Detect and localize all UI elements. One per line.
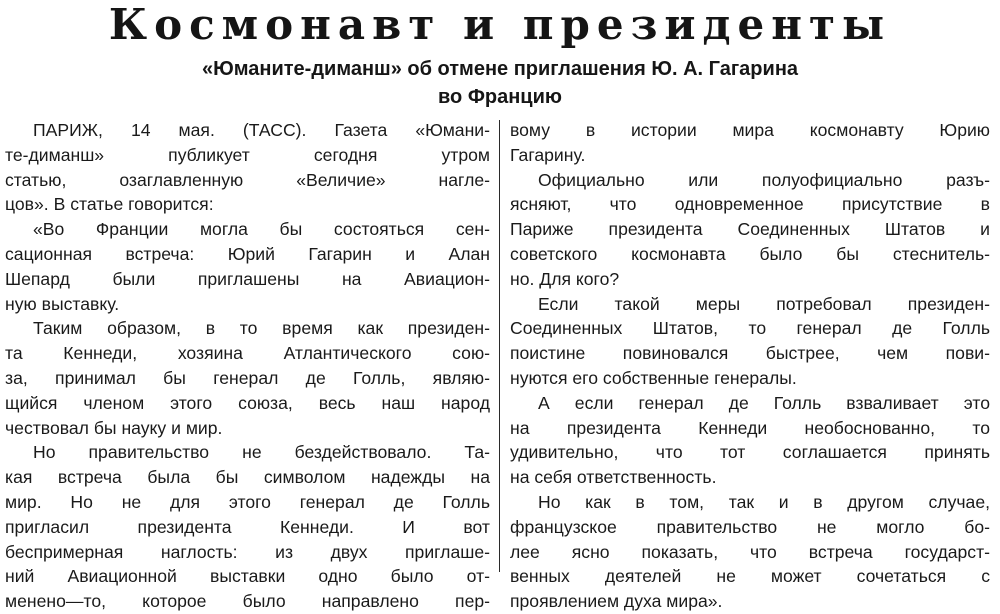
subheadline-line-1: «Юманите-диманш» об отмене приглашения Ю. А. Гагарина	[201, 58, 799, 80]
text-line: Но как в том, так и в другом случае,	[538, 491, 990, 512]
text-line: щийся членом этого союза, весь наш народ	[5, 392, 490, 413]
text-line: статью, озаглавленную «Величие» нагле-	[5, 169, 490, 190]
text-line: ную выставку.	[5, 293, 120, 314]
text-line: венных деятелей не может сочетаться с	[510, 566, 990, 587]
text-line: Если такой меры потребовал президен-	[538, 293, 990, 314]
text-line: вому в истории мира космонавту Юрию	[510, 120, 990, 140]
text-line: Соединенных Штатов, то генерал де Голль	[510, 318, 990, 339]
text-line: Но правительство не бездействовало. Та-	[33, 442, 490, 463]
text-line: Таким образом, в то время как президен-	[33, 318, 490, 339]
text-line: Официально или полуофициально разъ-	[538, 169, 990, 190]
text-line: ний Авиационной выставки одно было от-	[5, 566, 490, 587]
text-line: А если генерал де Голль взваливает это	[538, 392, 990, 413]
text-line: те-диманш» публикует сегодня утром	[5, 144, 490, 165]
text-line: за, принимал бы генерал де Голль, являю-	[5, 367, 490, 388]
text-line: беспримерная наглость: из двух приглаше-	[5, 541, 490, 562]
text-line: проявлением духа мира».	[510, 591, 723, 612]
text-line: нуются его собственные генералы.	[510, 367, 797, 388]
text-line: лее ясно показать, что встреча государст-	[510, 541, 990, 562]
headline: Космонавт и президенты	[108, 0, 892, 49]
text-line: кая встреча была бы символом надежды на	[5, 467, 490, 488]
text-line: удивительно, что тот соглашается принять	[510, 442, 990, 463]
text-line: та Кеннеди, хозяина Атлантического сою-	[5, 343, 490, 364]
text-line: Гагарину.	[510, 144, 586, 165]
text-line: «Во Франции могла бы состояться сен-	[33, 219, 490, 240]
left-column	[5, 118, 490, 612]
text-line: но. Для кого?	[510, 268, 620, 289]
subheadline-line-2: во Францию	[438, 86, 562, 108]
column-divider	[499, 120, 500, 572]
text-line: чествовал бы науку и мир.	[5, 417, 223, 438]
text-line: цов». В статье говорится:	[5, 194, 214, 215]
text-line: ясняют, что одновременное присутствие в	[510, 194, 990, 215]
text-line: советского космонавта было бы стеснитель-	[510, 243, 990, 264]
text-line: поистине повиновался быстрее, чем пови-	[510, 343, 990, 364]
text-line: Париже президента Соединенных Штатов и	[510, 219, 990, 240]
text-line: ПАРИЖ, 14 мая. (ТАСС). Газета «Юмани-	[33, 120, 490, 140]
text-line: французское правительство не могло бо-	[510, 516, 990, 537]
text-line: Шепард были приглашены на Авиацион-	[5, 268, 490, 289]
text-line: пригласил президента Кеннеди. И вот	[5, 516, 490, 537]
text-line: менено—то, которое было направлено пер-	[5, 591, 490, 612]
text-line: мир. Но не для этого генерал де Голль	[5, 491, 490, 512]
text-line: на президента Кеннеди необоснованно, то	[510, 417, 990, 438]
right-column	[510, 118, 990, 612]
text-line: сационная встреча: Юрий Гагарин и Алан	[5, 243, 490, 264]
text-line: на себя ответственность.	[510, 467, 717, 488]
